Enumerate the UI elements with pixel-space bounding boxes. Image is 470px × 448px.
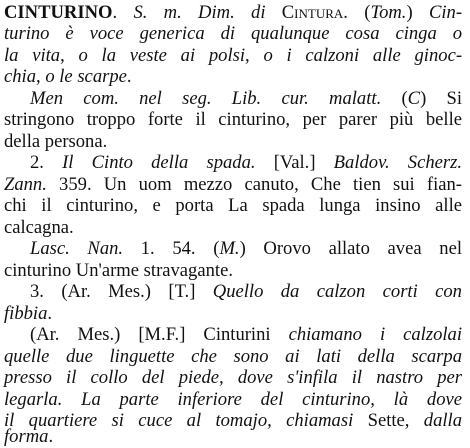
text-segment: o le scarpe bbox=[45, 66, 127, 87]
entry-line-18 bbox=[4, 367, 462, 388]
text-segment: . bbox=[48, 426, 54, 447]
text-segment: [Val.] bbox=[255, 152, 334, 173]
text-segment: CINTURINO bbox=[4, 2, 113, 23]
text-segment: 359. Un uom mezzo canuto, Che tien sui fian- bbox=[46, 174, 462, 195]
text-segment: 2. bbox=[30, 152, 63, 173]
text-segment: Baldov. Scherz. bbox=[333, 152, 462, 173]
text-segment: fibbia bbox=[4, 303, 48, 324]
text-segment: chi il cinturino, e porta La spada lunga insino alle bbox=[4, 195, 462, 216]
text-segment: dalla bbox=[423, 410, 463, 431]
text-segment: chia bbox=[4, 66, 37, 87]
text-segment: , bbox=[245, 45, 264, 66]
text-segment: . bbox=[126, 66, 132, 87]
text-segment: M. bbox=[219, 238, 240, 259]
text-segment: . ( bbox=[343, 2, 371, 23]
text-segment: Il Cinto della spada. bbox=[62, 152, 256, 173]
entry-line-5 bbox=[30, 88, 462, 109]
text-segment: calcagna. bbox=[4, 217, 74, 238]
entry-line-21 bbox=[4, 426, 462, 447]
text-segment: Sette, bbox=[353, 410, 424, 431]
text-segment: 3. (Ar. Mes.) [T.] bbox=[30, 281, 213, 302]
entry-line-10 bbox=[4, 195, 462, 216]
text-segment: , bbox=[36, 66, 46, 87]
text-segment: cinturino Un'arme stravagante. bbox=[4, 260, 233, 281]
entry-line-7 bbox=[4, 131, 462, 152]
text-segment: ) Orovo allato avea nel bbox=[239, 238, 462, 259]
text-segment: 1. 54. ( bbox=[123, 238, 220, 259]
entry-line-6 bbox=[4, 109, 462, 130]
text-segment: il quartiere si cuce al tomajo, chiamasi bbox=[4, 410, 354, 431]
entry-line-1 bbox=[4, 2, 462, 23]
text-segment: ( bbox=[381, 88, 408, 109]
text-segment: quelle due linguette che sono ai lati della scarpa bbox=[4, 346, 462, 367]
entry-line-15 bbox=[4, 303, 462, 324]
entry-line-11 bbox=[4, 217, 462, 238]
text-segment: chiamano i calzolai bbox=[288, 324, 463, 345]
text-segment: Lasc. Nan. bbox=[30, 238, 124, 259]
text-segment: Quello da calzon corti con bbox=[212, 281, 462, 302]
text-segment: presso il collo del piede, dove s'infila il nastro per bbox=[4, 367, 462, 388]
text-segment: . bbox=[47, 303, 53, 324]
text-segment: turino è voce generica di qualunque cosa cinga o bbox=[4, 23, 462, 44]
text-segment: C bbox=[407, 88, 421, 109]
entry-line-12 bbox=[30, 238, 462, 259]
text-segment: S. m. Dim. di bbox=[133, 2, 282, 23]
entry-line-9 bbox=[4, 174, 462, 195]
text-segment: della persona. bbox=[4, 131, 108, 152]
entry-line-16 bbox=[30, 324, 462, 345]
text-segment: Cin- bbox=[428, 2, 463, 23]
entry-line-3 bbox=[4, 45, 462, 66]
text-segment: legarla. La parte inferiore del cinturino, là dove bbox=[4, 389, 462, 410]
entry-line-8 bbox=[30, 152, 462, 173]
text-segment: o la veste ai polsi bbox=[78, 45, 246, 66]
text-segment: stringono troppo forte il cinturino, per parer più belle bbox=[4, 109, 462, 130]
entry-line-17 bbox=[4, 346, 462, 367]
entry-line-4 bbox=[4, 66, 462, 87]
text-segment: Zann. bbox=[4, 174, 47, 195]
entry-line-14 bbox=[30, 281, 462, 302]
text-segment: , bbox=[60, 45, 79, 66]
text-segment: la vita bbox=[4, 45, 61, 66]
entry-line-19 bbox=[4, 389, 462, 410]
text-segment: Tom. bbox=[370, 2, 407, 23]
text-segment: ) Si bbox=[420, 88, 462, 109]
text-segment: Men com. nel seg. Lib. cur. malatt. bbox=[30, 88, 382, 109]
text-segment: Cintura bbox=[281, 2, 344, 23]
text-segment: (Ar. Mes.) [M.F.] Cinturini bbox=[30, 324, 289, 345]
text-segment: forma bbox=[4, 426, 49, 447]
entry-line-13 bbox=[4, 260, 462, 281]
text-segment: ) bbox=[406, 2, 429, 23]
text-segment: . bbox=[112, 2, 134, 23]
text-segment: o i calzoni alle ginoc- bbox=[263, 45, 463, 66]
entry-line-2 bbox=[4, 23, 462, 44]
